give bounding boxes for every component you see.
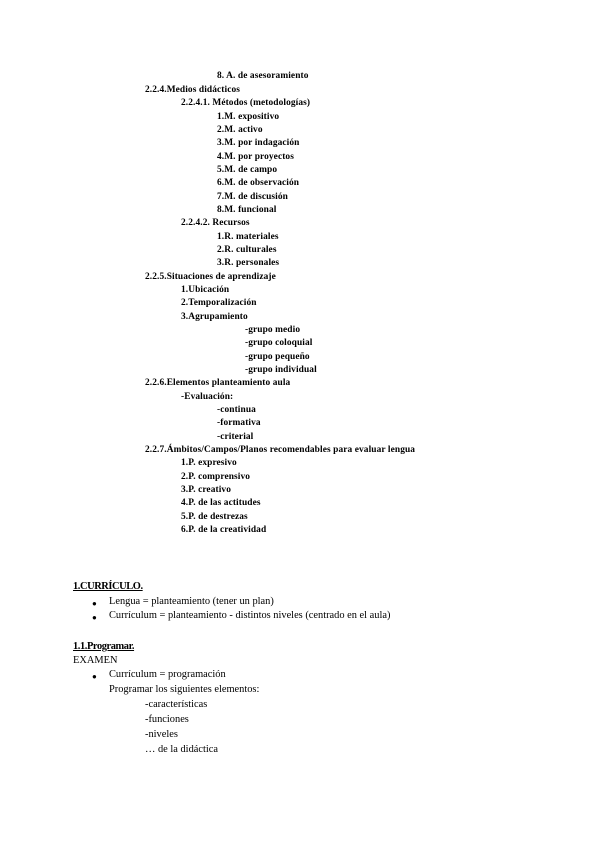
exam-label: EXAMEN [73,655,118,666]
bullet-dot-icon: ● [92,613,97,622]
outline-line: -grupo coloquial [245,338,313,348]
outline-line: -criterial [217,432,254,442]
outline-line: 1.Ubicación [181,285,230,295]
outline-line: 3.M. por indagación [217,138,300,148]
outline-line: -grupo pequeño [245,352,310,362]
outline-line: 5.M. de campo [217,165,278,175]
outline-line: 5.P. de destrezas [181,512,248,522]
outline-line: 3.P. creativo [181,485,231,495]
programar-intro: Programar los siguientes elementos: [109,684,260,695]
outline-line: 2.R. culturales [217,245,277,255]
outline-line: 6.P. de la creatividad [181,525,267,535]
list-item: -características [145,699,208,710]
outline-line: 1.R. materiales [217,232,279,242]
outline-line: -continua [217,405,256,415]
bullet-text: Lengua = planteamiento (tener un plan) [109,596,274,607]
outline-heading: 2.2.4.Medios didácticos [145,85,241,95]
bullet-dot-icon: ● [92,672,97,681]
outline-line: 4.M. por proyectos [217,152,294,162]
outline-line: -formativa [217,418,261,428]
curriculo-heading: 1.CURRÍCULO. [73,581,143,592]
list-item: -funciones [145,714,189,725]
list-item: -niveles [145,729,178,740]
outline-line: 2.P. comprensivo [181,472,251,482]
outline-heading: 2.2.7.Ámbitos/Campos/Planos recomendables para evaluar lengua [145,445,416,455]
outline-subheading: 2.2.4.1. Métodos (metodologías) [181,98,311,108]
outline-line: 8.M. funcional [217,205,277,215]
outline-line: -grupo individual [245,365,317,375]
outline-line: 7.M. de discusión [217,192,288,202]
outline-line: 1.M. expositivo [217,112,280,122]
outline-line: 8. A. de asesoramiento [217,71,309,81]
outline-line: 6.M. de observación [217,178,300,188]
outline-line: 1.P. expresivo [181,458,237,468]
outline-line: -grupo medio [245,325,301,335]
outline-line: 3.Agrupamiento [181,312,248,322]
bullet-text: Currículum = programación [109,669,226,680]
programar-heading: 1.1.Programar. [73,641,135,652]
outline-line: 2.Temporalización [181,298,257,308]
bullet-text: Currículum = planteamiento - distintos niveles (centrado en el aula) [109,610,391,621]
bullet-dot-icon: ● [92,599,97,608]
list-item: … de la didáctica [145,744,218,755]
outline-heading: 2.2.5.Situaciones de aprendizaje [145,272,276,282]
outline-line: 3.R. personales [217,258,280,268]
outline-line: 2.M. activo [217,125,263,135]
outline-heading: 2.2.6.Elementos planteamiento aula [145,378,291,388]
outline-line: 4.P. de las actitudes [181,498,261,508]
outline-subheading: 2.2.4.2. Recursos [181,218,250,228]
outline-line: -Evaluación: [181,392,234,402]
